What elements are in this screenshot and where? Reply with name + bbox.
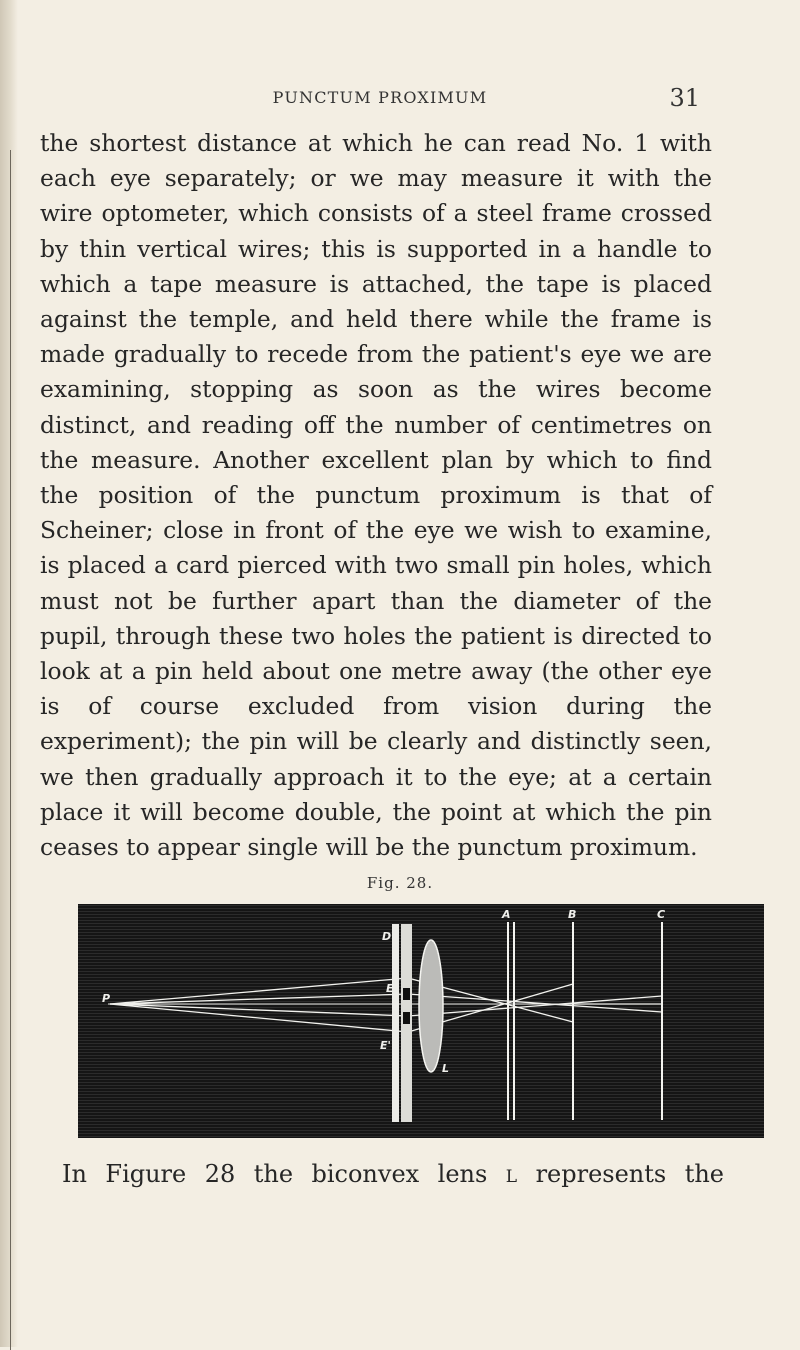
card-left-edge (392, 924, 399, 1122)
pin-hole-e-prime (403, 1012, 410, 1024)
page-number: 31 (669, 84, 700, 112)
label-d: D (382, 930, 392, 943)
running-title: PUNCTUM PROXIMUM (272, 88, 488, 107)
figure-caption: Fig. 28. (366, 874, 434, 892)
label-e-prime: E' (380, 1039, 391, 1052)
continuation-before: In Figure 28 the biconvex lens (62, 1160, 506, 1188)
continuation-line (62, 1156, 724, 1192)
gutter-line (10, 150, 11, 1350)
pin-hole-e (403, 988, 410, 1000)
figure-28-scheiner-diagram (78, 904, 764, 1138)
label-a: A (502, 908, 511, 921)
figure-28-svg (78, 904, 764, 1138)
label-p: P (102, 992, 111, 1005)
biconvex-lens (419, 940, 443, 1072)
label-b: B (568, 908, 577, 921)
continuation-after: represents the (517, 1160, 724, 1188)
label-l: L (442, 1062, 450, 1075)
lens-letter: l (505, 1160, 518, 1188)
label-c: C (657, 908, 666, 921)
body-paragraph: the shortest distance at which he can read No. 1 with each eye separately; or we may measure it with the wire optometer, which consists of a steel frame crossed by thin vertical wires; this is supported in a handle to which a tape measure is attached, the tape is placed against the temple, and held there while the frame is made gradually to recede from the patient's eye we are examining, stopping as soon as the wires become distinct, and reading off the number of centimetres on the measure. Another excellent plan by which to find the position of the punctum proximum is that of Scheiner; close in front of the eye we wish to examine, is placed a card pierced with two small pin holes, which must not be further apart than the diameter of the pupil, through these two holes the patient is directed to look at a pin held about one metre away (the other eye is of course excluded from vision during the experiment); the pin will be clearly and distinctly seen, we then gradually approach it to the eye; at a certain place it will become double, the point at which the pin ceases to appear single will be the punctum proximum. (40, 129, 712, 862)
book-spine-shadow (0, 0, 18, 1347)
label-e: E (386, 982, 394, 995)
running-head (60, 86, 700, 116)
